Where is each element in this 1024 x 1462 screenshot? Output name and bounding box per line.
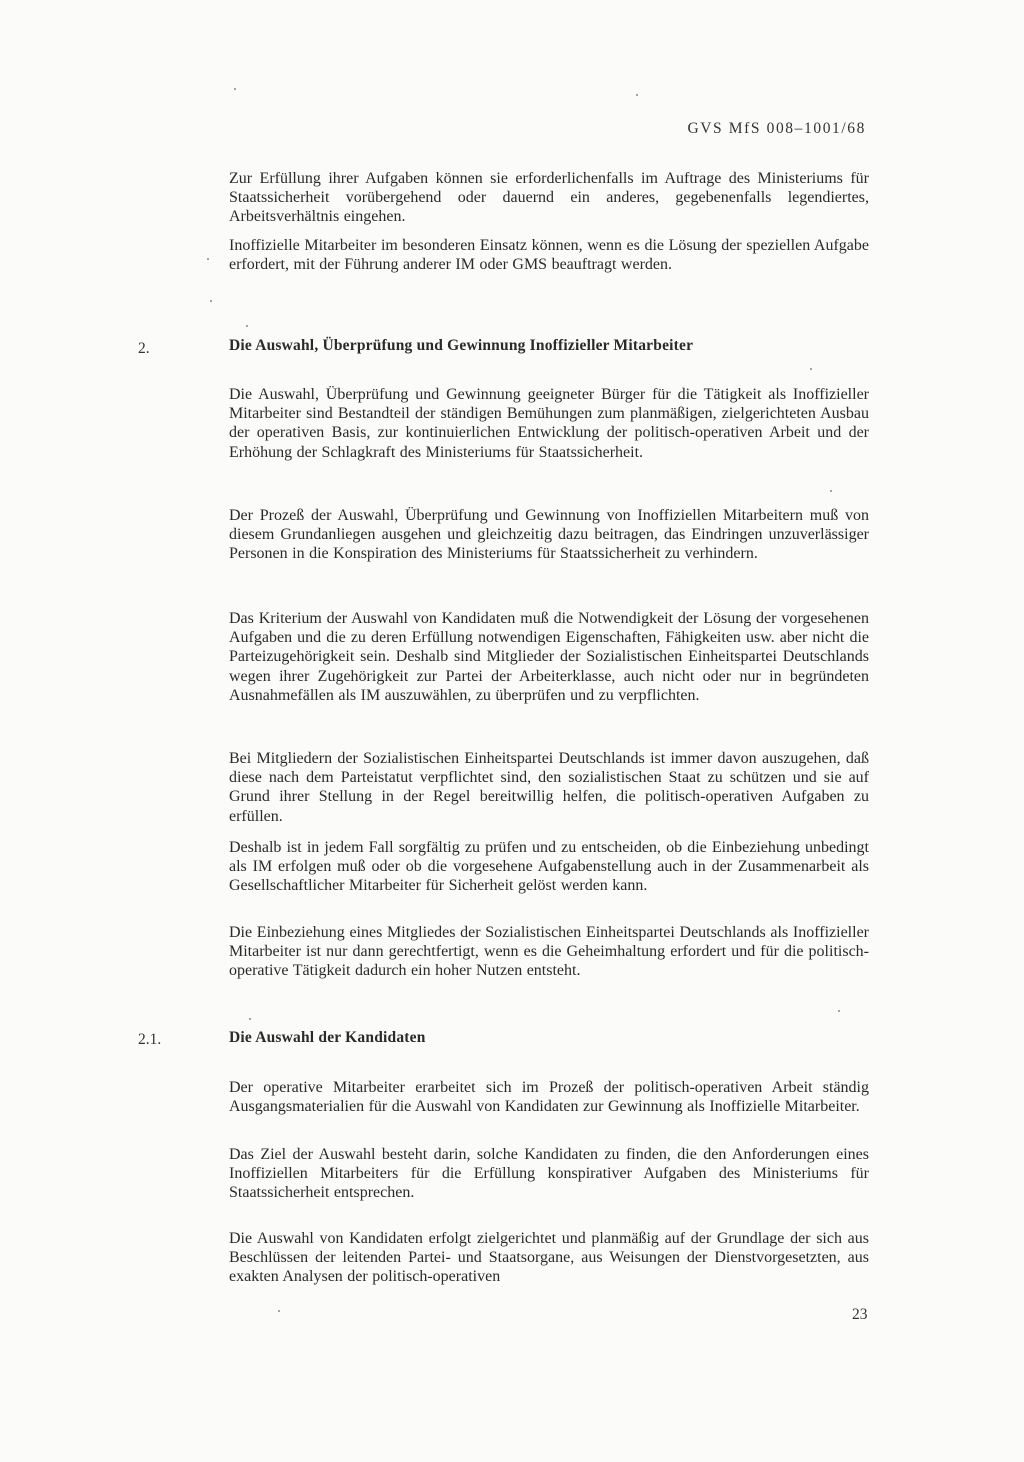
paragraph: Das Kriterium der Auswahl von Kandidaten muß die Notwendigkeit der Lösung der vorgesehenen Aufgaben und die zu deren Erfüllung notwendigen Eigenschaften, Fähigkeiten usw. aber nicht die Parteizugehörigkeit sein. Deshalb sind Mitglieder der Sozialistischen Einheitspartei Deutschlands wegen ihrer Zugehörigkeit zur Partei der Arbeiterklasse, auch nicht oder nur in begründeten Ausnahmefällen als IM auszuwählen, zu überprüfen und zu verpflichten. (229, 610, 869, 704)
document-reference: GVS MfS 008–1001/68 (687, 120, 866, 137)
paragraph: Die Auswahl, Überprüfung und Gewinnung geeigneter Bürger für die Tätigkeit als Inoffizieller Mitarbeiter sind Bestandteil der ständigen Bemühungen zum planmäßigen, zielgerichteten Ausbau der operativen Basis, zur kontinuierlichen Entwicklung der politisch-operativen Arbeit und der Erhöhung der Schlagkraft des Ministeriums für Staatssicherheit. (229, 386, 869, 461)
section-number: 2.1. (138, 1031, 162, 1048)
paragraph: Inoffizielle Mitarbeiter im besonderen Einsatz können, wenn es die Lösung der speziellen Aufgabe erfordert, mit der Führung anderer IM oder GMS beauftragt werden. (229, 237, 869, 274)
scan-speck (636, 94, 638, 96)
scan-speck (830, 490, 832, 492)
paragraph: Die Einbeziehung eines Mitgliedes der Sozialistischen Einheitspartei Deutschlands als Inoffizieller Mitarbeiter ist nur dann gerechtfertigt, wenn es die Geheimhaltung erfordert und für die politisch-operative Tätigkeit dadurch ein hoher Nutzen entsteht. (229, 924, 869, 980)
page-number: 23 (852, 1306, 868, 1323)
section-heading: Die Auswahl der Kandidaten (229, 1029, 426, 1046)
scan-speck (810, 368, 812, 370)
paragraph: Der Prozeß der Auswahl, Überprüfung und Gewinnung von Inoffiziellen Mitarbeitern muß von diesem Grundanliegen ausgehen und gleichzeitig dazu beitragen, das Eindringen unzuverlässiger Personen in die Konspiration des Ministeriums für Staatssicherheit zu verhindern. (229, 507, 869, 563)
scan-speck (278, 1310, 280, 1312)
scan-speck (246, 325, 248, 327)
section-heading: Die Auswahl, Überprüfung und Gewinnung Inoffizieller Mitarbeiter (229, 337, 694, 354)
paragraph: Der operative Mitarbeiter erarbeitet sich im Prozeß der politisch-operativen Arbeit ständig Ausgangsmaterialien für die Auswahl von Kandidaten zur Gewinnung als Inoffizielle Mitarbeiter. (229, 1079, 869, 1116)
paragraph: Die Auswahl von Kandidaten erfolgt zielgerichtet und planmäßig auf der Grundlage der sich aus Beschlüssen der leitenden Partei- und Staatsorgane, aus Weisungen der Dienstvorgesetzten, aus exakten Analysen der politisch-operativen (229, 1230, 869, 1286)
paragraph: Bei Mitgliedern der Sozialistischen Einheitspartei Deutschlands ist immer davon auszugehen, daß diese nach dem Parteistatut verpflichtet sind, den sozialistischen Staat zu schützen und sie auf Grund ihrer Stellung in der Regel bereitwillig helfen, die politisch-operativen Aufgaben zu erfüllen. (229, 750, 869, 825)
scan-speck (210, 300, 212, 302)
section-number: 2. (138, 340, 150, 357)
scan-speck (838, 1010, 840, 1012)
scan-speck (207, 258, 209, 260)
scan-speck (234, 88, 236, 90)
scan-speck (249, 1018, 251, 1020)
paragraph: Das Ziel der Auswahl besteht darin, solche Kandidaten zu finden, die den Anforderungen eines Inoffiziellen Mitarbeiters für die Erfüllung konspirativer Aufgaben des Ministeriums für Staatssicherheit entsprechen. (229, 1146, 869, 1202)
paragraph: Deshalb ist in jedem Fall sorgfältig zu prüfen und zu entscheiden, ob die Einbeziehung unbedingt als IM erfolgen muß oder ob die vorgesehene Aufgabenstellung auch in der Zusammenarbeit als Gesellschaftlicher Mitarbeiter für Sicherheit gelöst werden kann. (229, 839, 869, 895)
paragraph: Zur Erfüllung ihrer Aufgaben können sie erforderlichenfalls im Auftrage des Ministeriums für Staatssicherheit vorübergehend oder dauernd ein anderes, gegebenenfalls legendiertes, Arbeitsverhältnis eingehen. (229, 170, 869, 226)
